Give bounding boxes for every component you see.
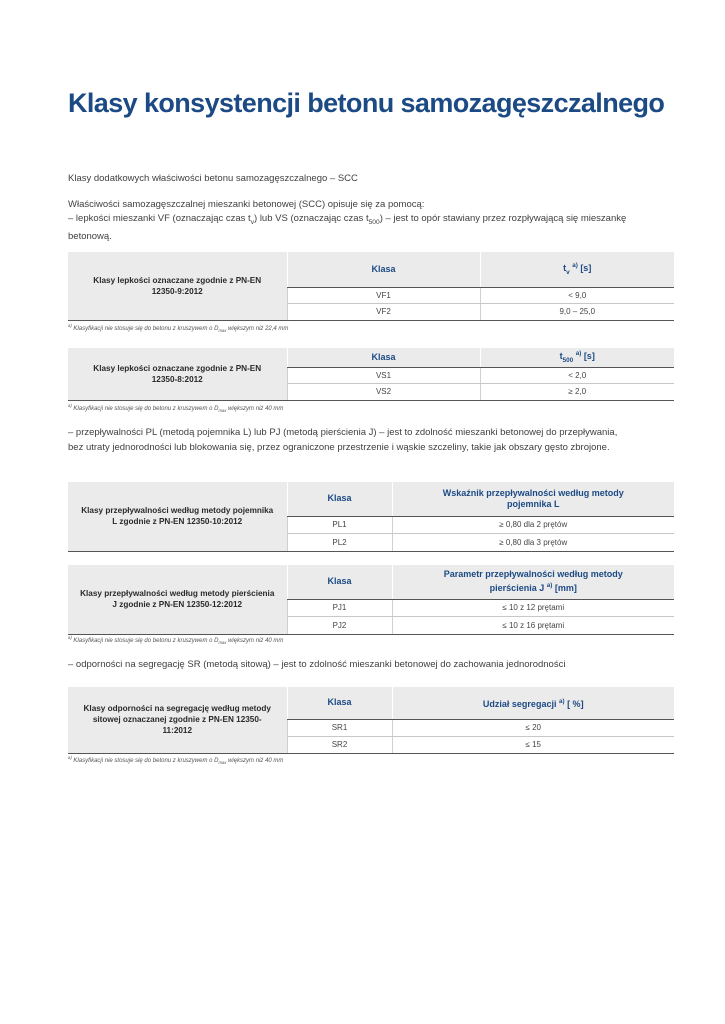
intro-line-4: betonową. — [68, 231, 112, 243]
seg-line-1: – odporności na segregację SR (metodą sitową) – jest to zdolność mieszanki betonowej do zachowania jednorodności — [68, 659, 566, 670]
cell-value: ≤ 10 z 12 prętami — [392, 599, 674, 616]
cell-value: 9,0 – 25,0 — [480, 303, 674, 320]
column-header-klasa: Klasa — [287, 565, 392, 599]
table-label: Klasy przepływalności według metody pojemnika L zgodnie z PN-EN 12350-10:2012 — [68, 482, 287, 551]
intro-line-2: Właściwości samozagęszczalnej mieszanki betonowej (SCC) opisuje się za pomocą: — [68, 198, 425, 210]
cell-klasa: PJ1 — [287, 599, 392, 616]
table-label: Klasy lepkości oznaczane zgodnie z PN-EN 12350-9:2012 — [68, 252, 287, 320]
column-header-klasa: Klasa — [287, 482, 392, 516]
cell-value: ≤ 15 — [392, 736, 674, 753]
column-header-klasa: Klasa — [287, 687, 392, 719]
cell-klasa: VF2 — [287, 303, 480, 320]
footnote: $^{a)}$ Klasyfikacji nie stosuje się do betonu z kruszywem o $D_{max}$ większym niż 40 mm — [68, 403, 284, 414]
intro-line-1: Klasy dodatkowych właściwości betonu samozagęszczalnego – SCC — [68, 173, 358, 184]
cell-value: < 2,0 — [480, 367, 674, 383]
cell-klasa: VF1 — [287, 287, 480, 303]
footnote: $^{a)}$ Klasyfikacji nie stosuje się do betonu z kruszywem o $D_{max}$ większym niż 22,4 mm — [68, 323, 289, 334]
footnote: $^{a)}$ Klasyfikacji nie stosuje się do betonu z kruszywem o $D_{max}$ większym niż 40 mm — [68, 755, 284, 766]
flowability-paragraph — [68, 426, 668, 455]
cell-klasa: VS1 — [287, 367, 480, 383]
footnote: $^{a)}$ Klasyfikacji nie stosuje się do betonu z kruszywem o $D_{max}$ większym niż 40 mm — [68, 635, 284, 646]
table-segregation-sr — [68, 687, 674, 754]
intro-line-3: – lepkości mieszanki VF (oznaczając czas $t_v$) lub VS (oznaczając czas $t_{500}$) – jest to opór stawiany przez rozpływającą się mieszankę — [68, 213, 627, 226]
cell-value: ≥ 0,80 dla 2 prętów — [392, 516, 674, 533]
column-header-klasa: Klasa — [287, 252, 480, 287]
table-flow-pj — [68, 565, 674, 635]
table-flow-pl — [68, 482, 674, 552]
column-header-segregation: Udział segregacji $^{a)}$ [ %] — [392, 687, 674, 719]
column-header-flow-parameter: Parametr przepływalności według metody pierścienia J $^{a)}$ [mm] — [392, 565, 674, 599]
column-header-klasa: Klasa — [287, 348, 480, 367]
column-header-tv: $t_v$ $^{a)}$ [s] — [480, 252, 674, 287]
column-header-t500: $t_{500}$ $^{a)}$ [s] — [480, 348, 674, 367]
flow-line-2: bez utraty jednorodności lub blokowania się, przez ograniczone przestrzenie i wąskie szczeliny, takie jak obszary gęsto zbrojone. — [68, 441, 610, 453]
table-viscosity-vf — [68, 252, 674, 321]
table-label: Klasy odporności na segregację według metody sitowej oznaczanej zgodnie z PN-EN 12350-11:2012 — [68, 687, 287, 753]
table-label: Klasy lepkości oznaczane zgodnie z PN-EN 12350-8:2012 — [68, 348, 287, 400]
cell-value: ≤ 20 — [392, 719, 674, 736]
page-title: Klasy konsystencji betonu samozagęszczalnego — [68, 88, 665, 118]
cell-klasa: SR1 — [287, 719, 392, 736]
intro-paragraph — [68, 172, 658, 245]
table-label: Klasy przepływalności według metody pierścienia J zgodnie z PN-EN 12350-12:2012 — [68, 565, 287, 634]
cell-value: ≤ 10 z 16 prętami — [392, 616, 674, 634]
cell-klasa: VS2 — [287, 383, 480, 400]
cell-value: ≥ 0,80 dla 3 prętów — [392, 533, 674, 551]
cell-klasa: PJ2 — [287, 616, 392, 634]
column-header-flow-index: Wskaźnik przepływalności według metody pojemnika L — [392, 482, 674, 516]
cell-value: < 9,0 — [480, 287, 674, 303]
cell-klasa: PL2 — [287, 533, 392, 551]
cell-value: ≥ 2,0 — [480, 383, 674, 400]
cell-klasa: SR2 — [287, 736, 392, 753]
cell-klasa: PL1 — [287, 516, 392, 533]
segregation-paragraph — [68, 658, 668, 673]
table-viscosity-vs — [68, 348, 674, 401]
flow-line-1: – przepływalności PL (metodą pojemnika L) lub PJ (metodą pierścienia J) – jest to zdolność mieszanki betonowej do przepływania, — [68, 427, 618, 438]
